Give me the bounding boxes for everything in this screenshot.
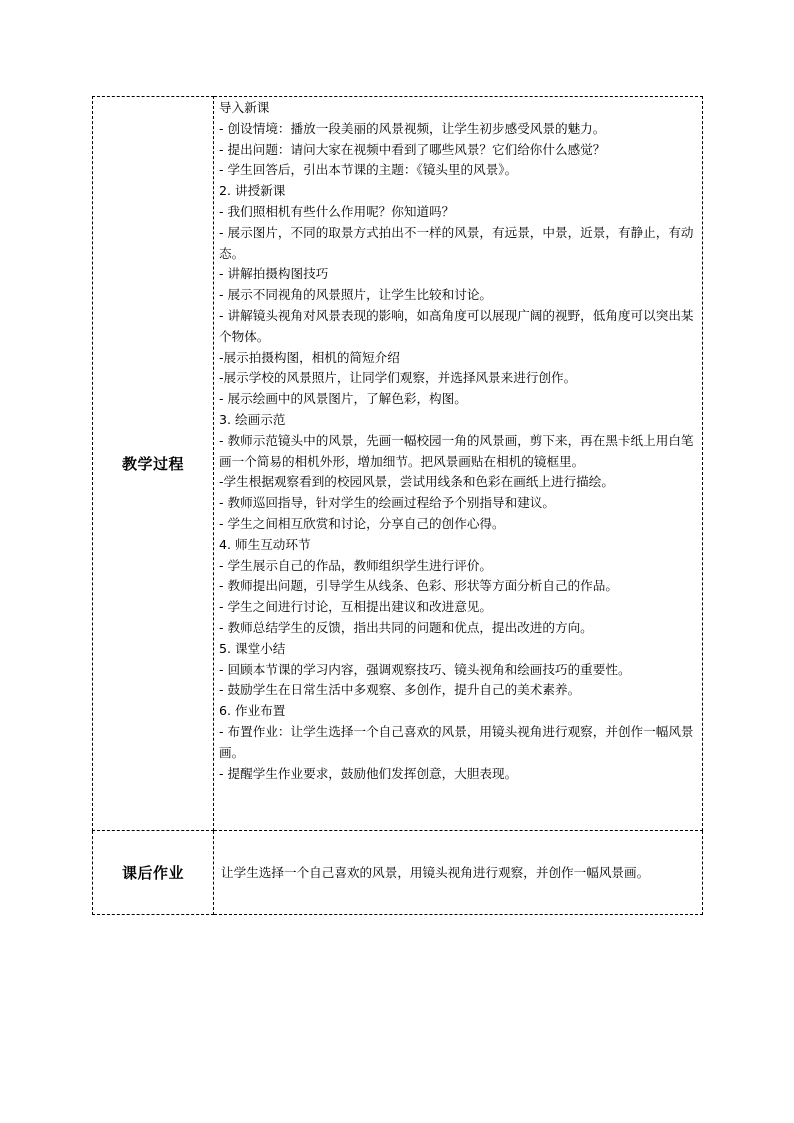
- teaching-process-text: [219, 97, 698, 784]
- process-line: - 展示不同视角的风景照片，让学生比较和讨论。: [219, 287, 493, 303]
- teaching-process-row: [93, 97, 703, 831]
- process-line: 5. 课堂小结: [219, 640, 286, 656]
- process-line: - 展示图片，不同的取景方式拍出不一样的风景，有远景，中景，近景，有静止，有动态。: [219, 224, 694, 261]
- process-line: - 教师示范镜头中的风景，先画一幅校园一角的风景画，剪下来，再在黑卡纸上用白笔画一个简易的相机外形，增加细节。把风景画贴在相机的镜框里。: [219, 432, 694, 469]
- process-line: -展示拍摄构图，相机的简短介绍: [219, 349, 400, 365]
- process-line: -展示学校的风景照片，让同学们观察，并选择风景来进行创作。: [219, 370, 577, 386]
- process-line: - 学生展示自己的作品，教师组织学生进行评价。: [219, 557, 493, 573]
- homework-row: [93, 831, 703, 915]
- process-line: - 学生之间相互欣赏和讨论，分享自己的创作心得。: [219, 515, 505, 531]
- process-line: - 鼓励学生在日常生活中多观察、多创作，提升自己的美术素养。: [219, 682, 581, 698]
- process-line: - 教师提出问题，引导学生从线条、色彩、形状等方面分析自己的作品。: [219, 578, 618, 594]
- process-line: - 创设情境：播放一段美丽的风景视频，让学生初步感受风景的魅力。: [219, 120, 606, 136]
- process-line: - 教师巡回指导，针对学生的绘画过程给予个别指导和建议。: [219, 495, 555, 511]
- teaching-process-label: 教学过程: [93, 97, 214, 831]
- teaching-process-content: [214, 97, 703, 831]
- process-line: - 学生回答后，引出本节课的主题：《镜头里的风景》。: [219, 162, 518, 178]
- homework-label: 课后作业: [93, 831, 214, 915]
- process-line: - 讲解拍摄构图技巧: [219, 266, 329, 282]
- process-line: - 讲解镜头视角对风景表现的影响，如高角度可以展现广阔的视野，低角度可以突出某个物体。: [219, 307, 694, 344]
- process-line: -学生根据观察看到的校园风景，尝试用线条和色彩在画纸上进行描绘。: [219, 474, 614, 490]
- process-line: - 展示绘画中的风景图片，了解色彩，构图。: [219, 391, 467, 407]
- process-line: 4. 师生互动环节: [219, 536, 311, 552]
- process-line: - 回顾本节课的学习内容，强调观察技巧、镜头视角和绘画技巧的重要性。: [219, 661, 631, 677]
- process-line: - 学生之间进行讨论，互相提出建议和改进意见。: [219, 599, 493, 615]
- process-line: 2. 讲授新课: [219, 183, 286, 199]
- process-line: - 教师总结学生的反馈，指出共同的问题和优点，提出改进的方向。: [219, 619, 593, 635]
- lesson-plan-table: [92, 96, 703, 915]
- process-line: - 提出问题：请问大家在视频中看到了哪些风景？它们给你什么感觉？: [219, 141, 606, 157]
- process-line: - 提醒学生作业要求，鼓励他们发挥创意，大胆表现。: [219, 765, 518, 781]
- process-line: - 我们照相机有些什么作用呢？你知道吗？: [219, 203, 455, 219]
- process-line: - 布置作业：让学生选择一个自己喜欢的风景，用镜头视角进行观察，并创作一幅风景画。: [219, 723, 694, 760]
- homework-content: 让学生选择一个自己喜欢的风景，用镜头视角进行观察，并创作一幅风景画。: [214, 831, 703, 915]
- process-line: 6. 作业布置: [219, 703, 286, 719]
- process-line: 3. 绘画示范: [219, 411, 286, 427]
- process-line: 导入新课: [219, 100, 270, 115]
